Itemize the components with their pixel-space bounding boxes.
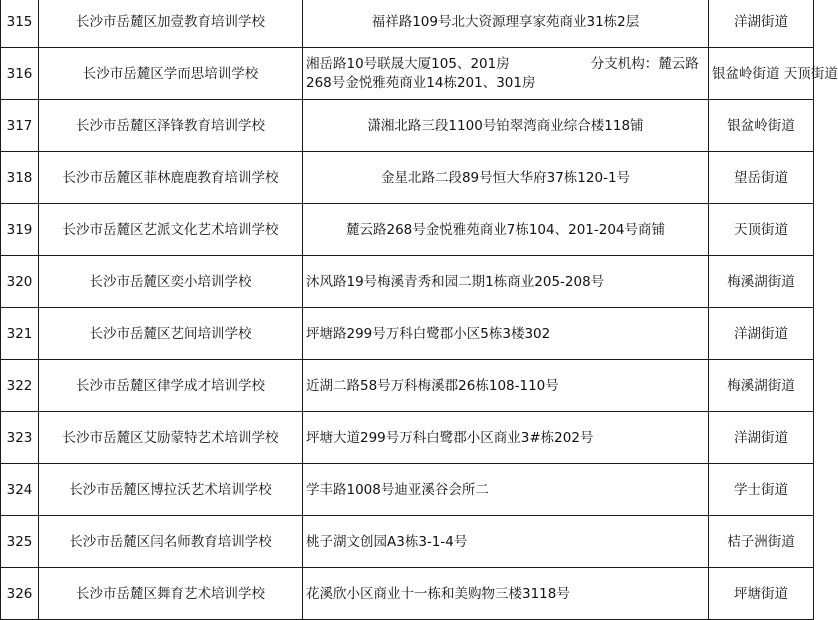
row-number: 316	[1, 48, 39, 100]
street-office: 梅溪湖街道	[709, 256, 814, 308]
row-number: 325	[1, 516, 39, 568]
school-address: 麓云路268号金悦雅苑商业7栋104、201-204号商铺	[303, 204, 709, 256]
row-number: 315	[1, 0, 39, 48]
school-name: 长沙市岳麓区泽锋教育培训学校	[39, 100, 303, 152]
school-address: 金星北路二段89号恒大华府37栋120-1号	[303, 152, 709, 204]
street-office: 银盆岭街道 天顶街道	[709, 48, 814, 100]
school-address: 坪塘路299号万科白鹭郡小区5栋3楼302	[303, 308, 709, 360]
street-office: 坪塘街道	[709, 568, 814, 620]
table-row	[1, 412, 814, 464]
table-row	[1, 516, 814, 568]
table-row	[1, 0, 814, 48]
street-office: 学士街道	[709, 464, 814, 516]
row-number: 322	[1, 360, 39, 412]
table-row	[1, 308, 814, 360]
school-name: 长沙市岳麓区艺派文化艺术培训学校	[39, 204, 303, 256]
row-number: 324	[1, 464, 39, 516]
row-number: 321	[1, 308, 39, 360]
street-office: 天顶街道	[709, 204, 814, 256]
table-row	[1, 360, 814, 412]
row-number: 323	[1, 412, 39, 464]
street-office: 洋湖街道	[709, 0, 814, 48]
school-address: 坪塘大道299号万科白鹭郡小区商业3#栋202号	[303, 412, 709, 464]
school-name: 长沙市岳麓区学而思培训学校	[39, 48, 303, 100]
table-row	[1, 464, 814, 516]
street-office: 桔子洲街道	[709, 516, 814, 568]
school-name: 长沙市岳麓区闫名师教育培训学校	[39, 516, 303, 568]
school-address: 学丰路1008号迪亚溪谷会所二	[303, 464, 709, 516]
row-number: 319	[1, 204, 39, 256]
street-office: 梅溪湖街道	[709, 360, 814, 412]
school-name: 长沙市岳麓区奕小培训学校	[39, 256, 303, 308]
table-row	[1, 568, 814, 620]
table-row	[1, 204, 814, 256]
school-address: 花溪欣小区商业十一栋和美购物三楼3118号	[303, 568, 709, 620]
street-office: 洋湖街道	[709, 308, 814, 360]
school-address: 湘岳路10号联晟大厦105、201房 分支机构：麓云路268号金悦雅苑商业14栋201、301房	[303, 48, 709, 100]
school-address: 近湖二路58号万科梅溪郡26栋108-110号	[303, 360, 709, 412]
row-number: 326	[1, 568, 39, 620]
street-office: 洋湖街道	[709, 412, 814, 464]
school-address: 沐风路19号梅溪青秀和园二期1栋商业205-208号	[303, 256, 709, 308]
table-row	[1, 256, 814, 308]
school-address: 潇湘北路三段1100号铂翠湾商业综合楼118铺	[303, 100, 709, 152]
street-office: 望岳街道	[709, 152, 814, 204]
school-address: 桃子湖文创园A3栋3-1-4号	[303, 516, 709, 568]
school-name: 长沙市岳麓区舞育艺术培训学校	[39, 568, 303, 620]
school-name: 长沙市岳麓区艾励蒙特艺术培训学校	[39, 412, 303, 464]
street-office: 银盆岭街道	[709, 100, 814, 152]
school-name: 长沙市岳麓区艺间培训学校	[39, 308, 303, 360]
school-address: 福祥路109号北大资源理享家苑商业31栋2层	[303, 0, 709, 48]
row-number: 318	[1, 152, 39, 204]
school-name: 长沙市岳麓区加壹教育培训学校	[39, 0, 303, 48]
table-body	[1, 0, 838, 620]
school-name: 长沙市岳麓区菲林鹿鹿教育培训学校	[39, 152, 303, 204]
school-name: 长沙市岳麓区律学成才培训学校	[39, 360, 303, 412]
table-row	[1, 152, 814, 204]
row-number: 317	[1, 100, 39, 152]
row-number: 320	[1, 256, 39, 308]
school-name: 长沙市岳麓区博拉沃艺术培训学校	[39, 464, 303, 516]
table-row	[1, 100, 814, 152]
table-row	[1, 48, 814, 100]
